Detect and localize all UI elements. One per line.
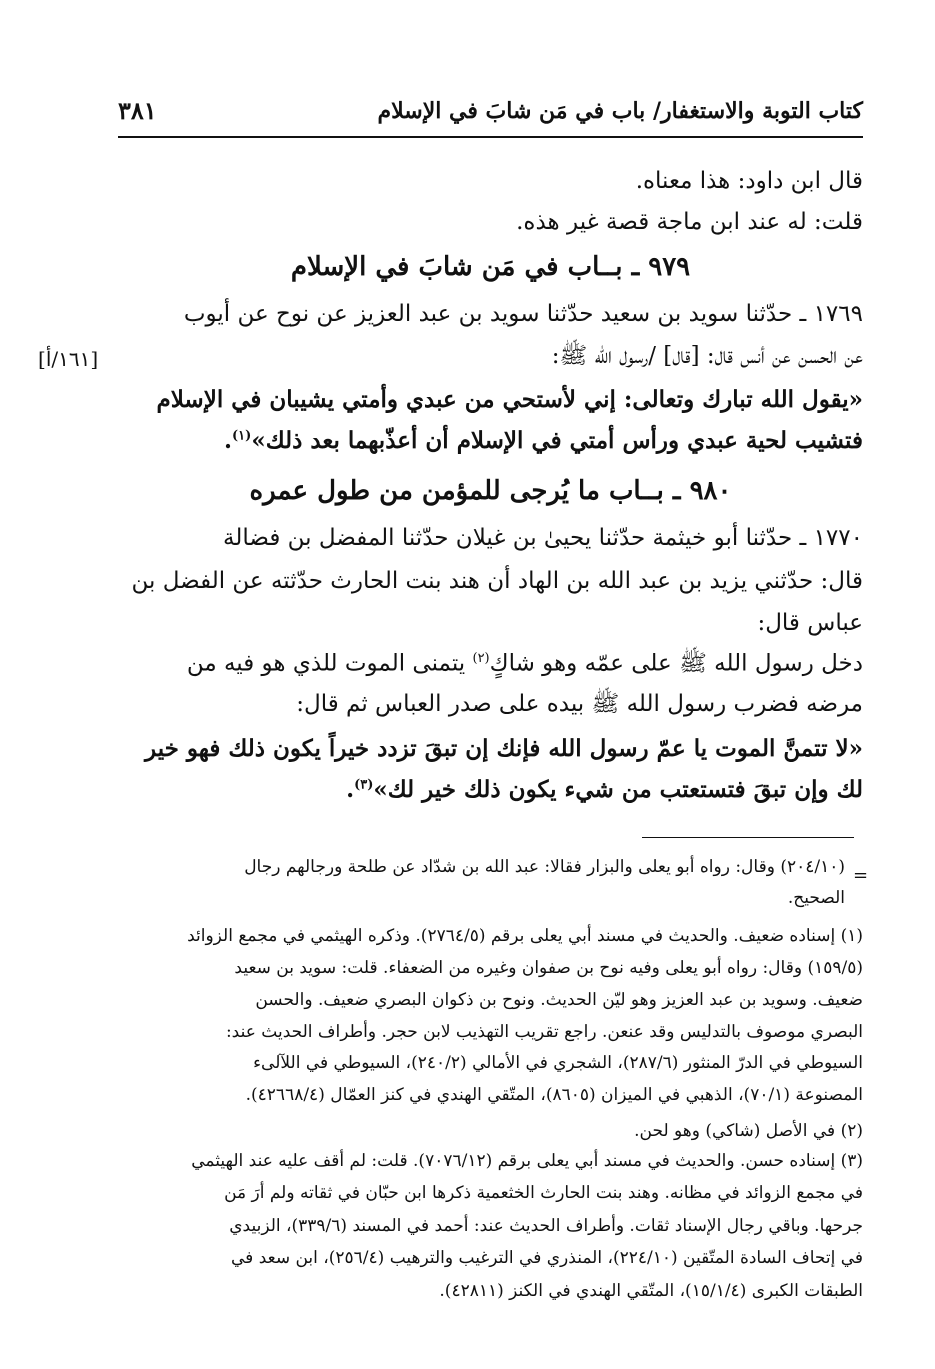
- footnote-line: (٢٠٤/١٠) وقال: رواه أبو يعلى والبزار فقالا: عبد الله بن شدّاد عن طلحة ورجالهم رجال: [244, 857, 845, 877]
- hadith-quote: فتشيب لحية عبدي ورأس أمتي في الإسلام أن أعذّبهما بعد ذلك»$^{(١)}$.: [224, 427, 863, 454]
- footnote-line: في إتحاف السادة المتّقين (٢٢٤/١٠)، المنذري في الترغيب والترهيب (٢٥٦/٤)، ابن سعد في: [231, 1248, 863, 1268]
- manuscript-folio-note: [١٦١/أ]: [38, 347, 99, 371]
- footnote-line: الطبقات الكبرى (١٥/١/٤)، المتّقي الهندي في الكنز (٤٢٨١١).: [439, 1281, 863, 1301]
- chapter-heading: ٩٧٩ ـ بــاب في مَن شابَ في الإسلام: [290, 252, 691, 282]
- footnote-line: في مجمع الزوائد في مظانه. وهند بنت الحارث الخثعمية ذكرها ابن حبّان في ثقاته ولم أرَ مَن: [224, 1183, 863, 1203]
- chapter-heading: ٩٨٠ ـ بــاب ما يُرجى للمؤمن من طول عمره: [249, 476, 732, 506]
- footnote-line: ضعيف. وسويد بن عبد العزيز وهو ليّن الحديث. ونوح بن ذكوان البصري ضعيف. والحسن: [255, 990, 863, 1010]
- running-header: [118, 92, 863, 132]
- footnote-line: المصنوعة (٧٠/١)، الذهبي في الميزان (٨٦٠٥)، المتّقي الهندي في كنز العمّال (٤٢٦٦٨/٤).: [245, 1085, 863, 1105]
- hadith-line: ١٧٧٠ ـ حدّثنا أبو خيثمة حدّثنا يحيىٰ بن غيلان حدّثنا المفضل بن فضالة: [223, 525, 863, 551]
- text-line: قال ابن داود: هذا معناه.: [635, 168, 863, 194]
- footnote-line: جرحها. وباقي رجال الإسناد ثقات. وأطراف الحديث عند: أحمد في المسند (٣٣٩/٦)، الزبيدي: [229, 1216, 863, 1236]
- footnote-separator: [642, 837, 854, 838]
- header-title: كتاب التوبة والاستغفار/ باب في مَن شابَ في الإسلام: [377, 98, 863, 124]
- footnote-line: الصحيح.: [787, 888, 845, 908]
- footnote-1: (١) إسناده ضعيف. والحديث في مسند أبي يعلى برقم (٢٧٦٤/٥). وذكره الهيثمي في مجمع الزوائد: [187, 926, 863, 946]
- header-rule: [118, 136, 863, 138]
- footnote-3: (٣) إسناده حسن. والحديث في مسند أبي يعلى برقم (٧٠٧٦/١٢). قلت: لم أقف عليه عند الهيثمي: [191, 1151, 863, 1171]
- hadith-line: عباس قال:: [757, 610, 863, 636]
- footnote-ref[interactable]: (١): [232, 428, 252, 444]
- footnote-line: البصري موصوف بالتدليس وقد عنعن. راجع تقريب التهذيب لابن حجر. وأطراف الحديث عند:: [225, 1022, 863, 1042]
- footnote-2: (٢) في الأصل (شاكي) وهو لحن.: [634, 1121, 863, 1141]
- continuation-marker: =: [853, 865, 869, 886]
- text-line: قلت: له عند ابن ماجة قصة غير هذه.: [516, 209, 863, 235]
- hadith-line: قال: حدّثني يزيد بن عبد الله بن الهاد أن هند بنت الحارث حدّثته عن الفضل بن: [131, 568, 863, 594]
- footnote-ref[interactable]: (٣): [354, 777, 374, 793]
- hadith-quote: «يقول الله تبارك وتعالى: إني لأستحي من عبدي وأمتي يشيبان في الإسلام: [156, 386, 863, 413]
- hadith-quote: لك وإن تبقَ فتستعتب من شيء يكون ذلك خير لك»$^{(٣)}$.: [346, 776, 863, 803]
- page-number: ٣٨١: [118, 96, 157, 125]
- hadith-quote: «لا تتمنَّ الموت يا عمّ رسول الله فإنك إن تبقَ تزدد خيراً يكون ذلك فهو خير: [145, 735, 863, 762]
- hadith-line: مرضه فضرب رسول الله ﷺ بيده على صدر العباس ثم قال:: [296, 691, 863, 717]
- hadith-line: ١٧٦٩ ـ حدّثنا سويد بن سعيد حدّثنا سويد بن عبد العزيز عن نوح عن أيوب: [183, 301, 863, 327]
- footnote-ref[interactable]: (٢): [472, 651, 490, 666]
- footnote-line: (١٥٩/٥) وقال: رواه أبو يعلى وفيه نوح بن صفوان وغيره من الضعفاء. قلت: سويد بن سعيد: [234, 958, 863, 978]
- footnote-line: السيوطي في الدرّ المنثور (٢٨٧/٦)، الشجري في الأمالي (٢٤٠/٢)، السيوطي في اللآلىء: [253, 1053, 863, 1073]
- hadith-line: عن الحسن عن أنس قال: [قال] /رسول الله ﷺ:: [551, 343, 863, 369]
- hadith-line: دخل رسول الله ﷺ على عمّه وهو شاكٍ$^{(٢)}$ يتمنى الموت للذي هو فيه من: [186, 650, 863, 677]
